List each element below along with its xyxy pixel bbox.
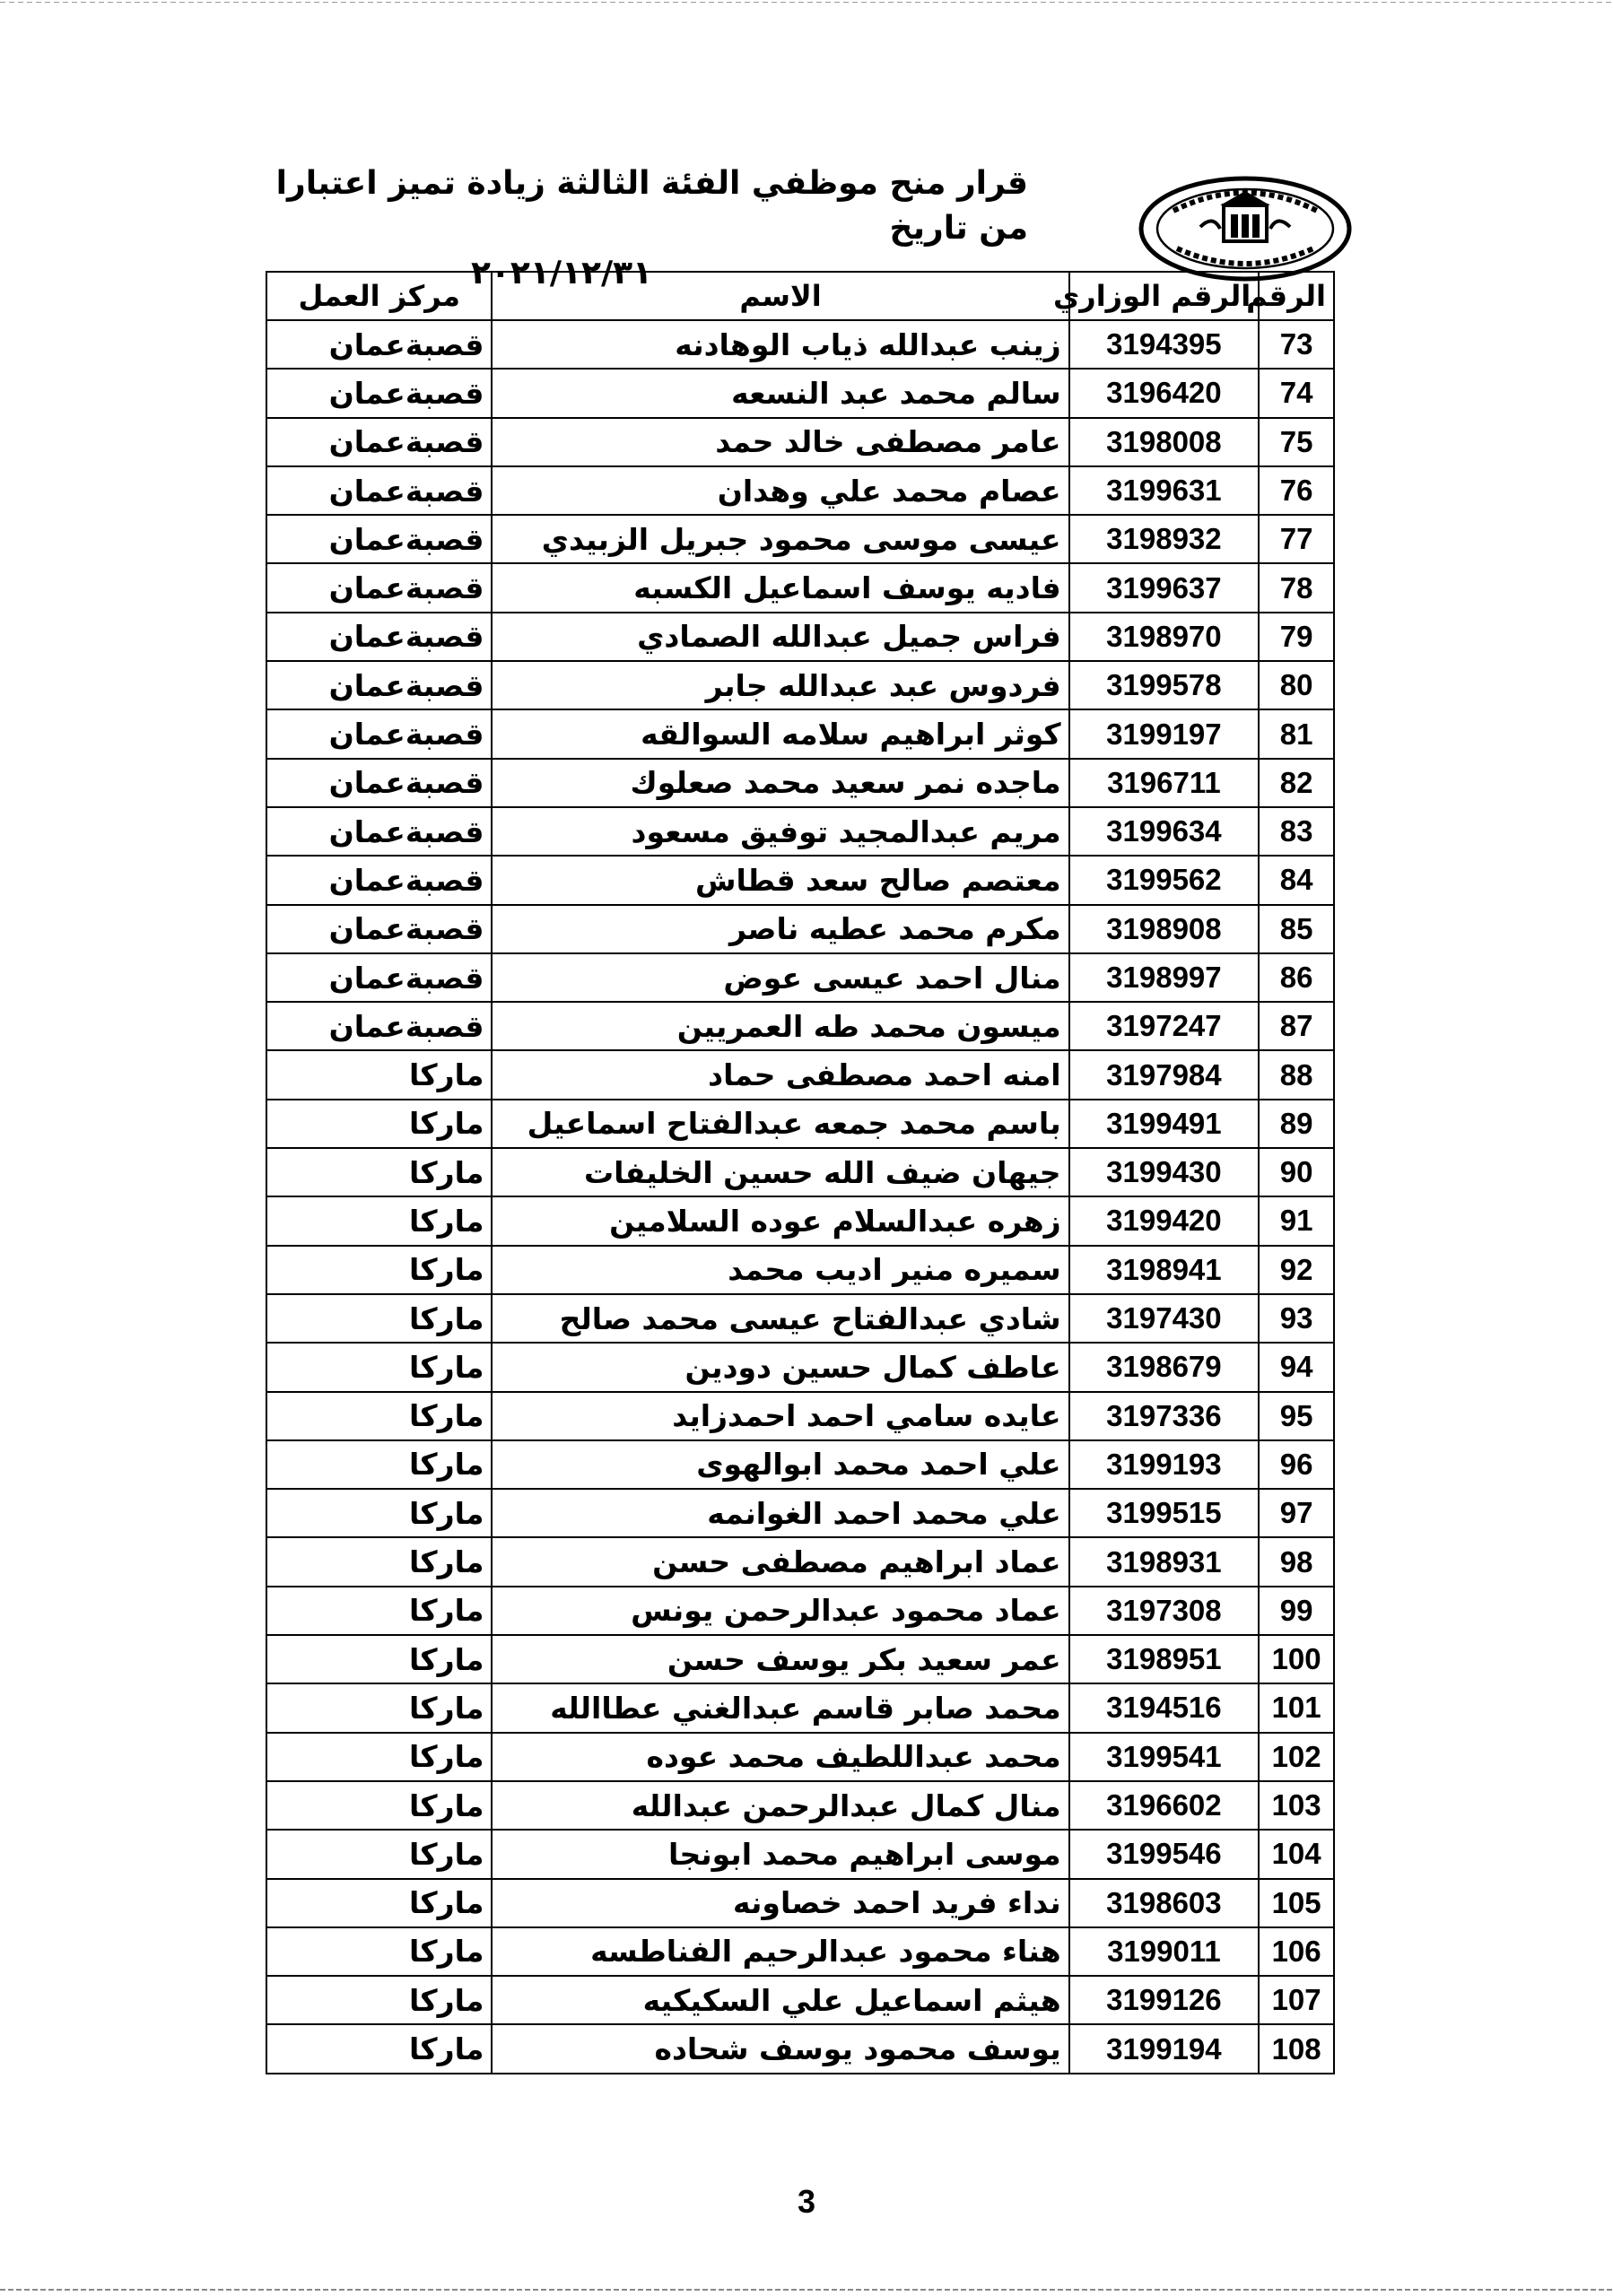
row-ministry-no: 3199430 [1069, 1148, 1260, 1196]
row-name: كوثر ابراهيم سلامه السوالقه [492, 709, 1068, 758]
row-ministry-no: 3196711 [1069, 759, 1260, 807]
row-name: ماجده نمر سعيد محمد صعلوك [492, 759, 1068, 807]
row-workplace: ماركا [266, 1976, 492, 2024]
row-name: سالم محمد عبد النسعه [492, 369, 1068, 417]
table-row [266, 807, 1334, 856]
row-workplace: قصبةعمان [266, 661, 492, 709]
row-ministry-no: 3198951 [1069, 1635, 1260, 1683]
row-name: مريم عبدالمجيد توفيق مسعود [492, 807, 1068, 856]
row-num: 76 [1259, 466, 1334, 515]
row-workplace: قصبةعمان [266, 369, 492, 417]
row-ministry-no: 3198931 [1069, 1537, 1260, 1586]
table-row [266, 613, 1334, 661]
table-row [266, 1392, 1334, 1440]
row-workplace: ماركا [266, 1587, 492, 1635]
row-num: 101 [1259, 1683, 1334, 1732]
row-workplace: قصبةعمان [266, 856, 492, 904]
row-num: 87 [1259, 1002, 1334, 1050]
row-workplace: ماركا [266, 1246, 492, 1294]
header-name: الاسم [492, 272, 1068, 320]
row-workplace: ماركا [266, 1635, 492, 1683]
table-row [266, 1830, 1334, 1878]
row-workplace: ماركا [266, 1343, 492, 1391]
row-name: نداء فريد احمد خصاونه [492, 1879, 1068, 1927]
table-row [266, 1100, 1334, 1148]
table-row [266, 905, 1334, 953]
row-name: زهره عبدالسلام عوده السلامين [492, 1196, 1068, 1245]
row-name: هيثم اسماعيل علي السكيكيه [492, 1976, 1068, 2024]
row-workplace: ماركا [266, 1196, 492, 1245]
table-row [266, 709, 1334, 758]
row-name: امنه احمد مصطفى حماد [492, 1050, 1068, 1099]
ministry-seal-icon [1138, 175, 1353, 283]
row-workplace: قصبةعمان [266, 515, 492, 563]
row-ministry-no: 3198008 [1069, 418, 1260, 466]
header-workplace: مركز العمل [266, 272, 492, 320]
row-num: 83 [1259, 807, 1334, 856]
row-workplace: ماركا [266, 1294, 492, 1343]
row-ministry-no: 3199562 [1069, 856, 1260, 904]
table-row [266, 1537, 1334, 1586]
row-num: 99 [1259, 1587, 1334, 1635]
row-num: 94 [1259, 1343, 1334, 1391]
row-num: 78 [1259, 563, 1334, 612]
header-ministry-no: الرقم الوزاري [1069, 272, 1260, 320]
row-num: 77 [1259, 515, 1334, 563]
row-ministry-no: 3199197 [1069, 709, 1260, 758]
table-row [266, 1879, 1334, 1927]
row-workplace: ماركا [266, 1392, 492, 1440]
row-workplace: قصبةعمان [266, 1002, 492, 1050]
row-workplace: قصبةعمان [266, 418, 492, 466]
row-num: 84 [1259, 856, 1334, 904]
row-ministry-no: 3199631 [1069, 466, 1260, 515]
row-workplace: ماركا [266, 1781, 492, 1830]
row-ministry-no: 3196420 [1069, 369, 1260, 417]
row-workplace: قصبةعمان [266, 613, 492, 661]
row-name: ميسون محمد طه العمريين [492, 1002, 1068, 1050]
row-name: عصام محمد علي وهدان [492, 466, 1068, 515]
row-workplace: ماركا [266, 1148, 492, 1196]
row-num: 105 [1259, 1879, 1334, 1927]
row-workplace: ماركا [266, 1050, 492, 1099]
table-row [266, 466, 1334, 515]
row-num: 98 [1259, 1537, 1334, 1586]
row-name: فاديه يوسف اسماعيل الكسبه [492, 563, 1068, 612]
row-ministry-no: 3199420 [1069, 1196, 1260, 1245]
row-name: منال كمال عبدالرحمن عبدالله [492, 1781, 1068, 1830]
table-row [266, 563, 1334, 612]
row-num: 80 [1259, 661, 1334, 709]
row-name: عايده سامي احمد احمدزايد [492, 1392, 1068, 1440]
title-date: ٢٠٢١/١٢/٣١ [470, 255, 653, 291]
row-workplace: ماركا [266, 1489, 492, 1537]
row-num: 106 [1259, 1927, 1334, 1976]
row-num: 91 [1259, 1196, 1334, 1245]
table-row [266, 1246, 1334, 1294]
row-name: محمد صابر قاسم عبدالغني عطاالله [492, 1683, 1068, 1732]
row-workplace: ماركا [266, 1830, 492, 1878]
row-name: هناء محمود عبدالرحيم الفناطسه [492, 1927, 1068, 1976]
row-ministry-no: 3199193 [1069, 1440, 1260, 1489]
row-num: 108 [1259, 2024, 1334, 2073]
table-row [266, 759, 1334, 807]
row-ministry-no: 3197247 [1069, 1002, 1260, 1050]
row-ministry-no: 3199491 [1069, 1100, 1260, 1148]
row-ministry-no: 3198970 [1069, 613, 1260, 661]
table-row [266, 369, 1334, 417]
scan-edge-bottom [0, 2289, 1613, 2291]
row-num: 97 [1259, 1489, 1334, 1537]
row-workplace: قصبةعمان [266, 905, 492, 953]
table-header-row [266, 272, 1334, 320]
table-row [266, 953, 1334, 1002]
row-num: 100 [1259, 1635, 1334, 1683]
row-ministry-no: 3199578 [1069, 661, 1260, 709]
row-workplace: ماركا [266, 1927, 492, 1976]
row-num: 93 [1259, 1294, 1334, 1343]
table-row [266, 1440, 1334, 1489]
header-num: الرقم [1259, 272, 1334, 320]
row-workplace: قصبةعمان [266, 320, 492, 369]
row-name: عامر مصطفى خالد حمد [492, 418, 1068, 466]
row-ministry-no: 3198997 [1069, 953, 1260, 1002]
row-ministry-no: 3199194 [1069, 2024, 1260, 2073]
row-name: جيهان ضيف الله حسين الخليفات [492, 1148, 1068, 1196]
row-name: شادي عبدالفتاح عيسى محمد صالح [492, 1294, 1068, 1343]
row-ministry-no: 3199011 [1069, 1927, 1260, 1976]
row-num: 86 [1259, 953, 1334, 1002]
row-num: 79 [1259, 613, 1334, 661]
table-row [266, 1635, 1334, 1683]
row-workplace: قصبةعمان [266, 953, 492, 1002]
row-num: 73 [1259, 320, 1334, 369]
table-row [266, 661, 1334, 709]
table-row [266, 856, 1334, 904]
row-ministry-no: 3199541 [1069, 1733, 1260, 1781]
row-name: يوسف محمود يوسف شحاده [492, 2024, 1068, 2073]
row-name: معتصم صالح سعد قطاش [492, 856, 1068, 904]
row-num: 92 [1259, 1246, 1334, 1294]
table-row [266, 1196, 1334, 1245]
table-row [266, 1976, 1334, 2024]
row-num: 81 [1259, 709, 1334, 758]
row-workplace: قصبةعمان [266, 807, 492, 856]
row-name: عماد ابراهيم مصطفى حسن [492, 1537, 1068, 1586]
row-name: عماد محمود عبدالرحمن يونس [492, 1587, 1068, 1635]
row-name: عاطف كمال حسين دودين [492, 1343, 1068, 1391]
row-name: محمد عبداللطيف محمد عوده [492, 1733, 1068, 1781]
row-ministry-no: 3194516 [1069, 1683, 1260, 1732]
row-num: 95 [1259, 1392, 1334, 1440]
table-row [266, 2024, 1334, 2073]
row-workplace: ماركا [266, 1537, 492, 1586]
row-workplace: ماركا [266, 1683, 492, 1732]
table-row [266, 515, 1334, 563]
title-line-1: قرار منح موظفي الفئة الثالثة زيادة تميز اعتبارا من تاريخ [275, 165, 1028, 247]
table-row [266, 1050, 1334, 1099]
row-workplace: قصبةعمان [266, 709, 492, 758]
row-name: علي احمد محمد ابوالهوى [492, 1440, 1068, 1489]
row-name: زينب عبدالله ذياب الوهادنه [492, 320, 1068, 369]
row-num: 103 [1259, 1781, 1334, 1830]
row-num: 82 [1259, 759, 1334, 807]
row-ministry-no: 3199126 [1069, 1976, 1260, 2024]
table-row [266, 1489, 1334, 1537]
row-workplace: قصبةعمان [266, 759, 492, 807]
table-row [266, 418, 1334, 466]
scan-edge-top [0, 2, 1613, 3]
row-num: 104 [1259, 1830, 1334, 1878]
row-workplace: ماركا [266, 2024, 492, 2073]
row-ministry-no: 3198941 [1069, 1246, 1260, 1294]
table-row [266, 1343, 1334, 1391]
row-ministry-no: 3196602 [1069, 1781, 1260, 1830]
table-row [266, 1148, 1334, 1196]
row-name: منال احمد عيسى عوض [492, 953, 1068, 1002]
row-ministry-no: 3197430 [1069, 1294, 1260, 1343]
row-workplace: ماركا [266, 1733, 492, 1781]
row-name: باسم محمد جمعه عبدالفتاح اسماعيل [492, 1100, 1068, 1148]
row-num: 107 [1259, 1976, 1334, 2024]
row-num: 75 [1259, 418, 1334, 466]
row-ministry-no: 3198908 [1069, 905, 1260, 953]
table-row [266, 1294, 1334, 1343]
employees-table [266, 271, 1335, 2074]
table-row [266, 320, 1334, 369]
row-num: 74 [1259, 369, 1334, 417]
row-ministry-no: 3199546 [1069, 1830, 1260, 1878]
row-workplace: ماركا [266, 1879, 492, 1927]
page-number: 3 [797, 2183, 816, 2220]
row-num: 85 [1259, 905, 1334, 953]
row-num: 102 [1259, 1733, 1334, 1781]
table-row [266, 1733, 1334, 1781]
row-ministry-no: 3197308 [1069, 1587, 1260, 1635]
row-workplace: قصبةعمان [266, 563, 492, 612]
row-name: عمر سعيد بكر يوسف حسن [492, 1635, 1068, 1683]
table-row [266, 1002, 1334, 1050]
row-workplace: ماركا [266, 1100, 492, 1148]
row-num: 88 [1259, 1050, 1334, 1099]
row-name: موسى ابراهيم محمد ابونجا [492, 1830, 1068, 1878]
row-name: مكرم محمد عطيه ناصر [492, 905, 1068, 953]
row-name: فراس جميل عبدالله الصمادي [492, 613, 1068, 661]
row-num: 89 [1259, 1100, 1334, 1148]
table-row [266, 1781, 1334, 1830]
row-ministry-no: 3199515 [1069, 1489, 1260, 1537]
row-ministry-no: 3197984 [1069, 1050, 1260, 1099]
row-workplace: قصبةعمان [266, 466, 492, 515]
row-ministry-no: 3194395 [1069, 320, 1260, 369]
table-row [266, 1587, 1334, 1635]
row-ministry-no: 3198603 [1069, 1879, 1260, 1927]
row-workplace: ماركا [266, 1440, 492, 1489]
row-ministry-no: 3199634 [1069, 807, 1260, 856]
row-ministry-no: 3199637 [1069, 563, 1260, 612]
row-num: 96 [1259, 1440, 1334, 1489]
row-num: 90 [1259, 1148, 1334, 1196]
row-name: علي محمد احمد الغوانمه [492, 1489, 1068, 1537]
table-row [266, 1683, 1334, 1732]
row-ministry-no: 3198932 [1069, 515, 1260, 563]
row-ministry-no: 3198679 [1069, 1343, 1260, 1391]
row-name: سميره منير اديب محمد [492, 1246, 1068, 1294]
row-ministry-no: 3197336 [1069, 1392, 1260, 1440]
table-row [266, 1927, 1334, 1976]
row-name: عيسى موسى محمود جبريل الزبيدي [492, 515, 1068, 563]
row-name: فردوس عبد عبدالله جابر [492, 661, 1068, 709]
